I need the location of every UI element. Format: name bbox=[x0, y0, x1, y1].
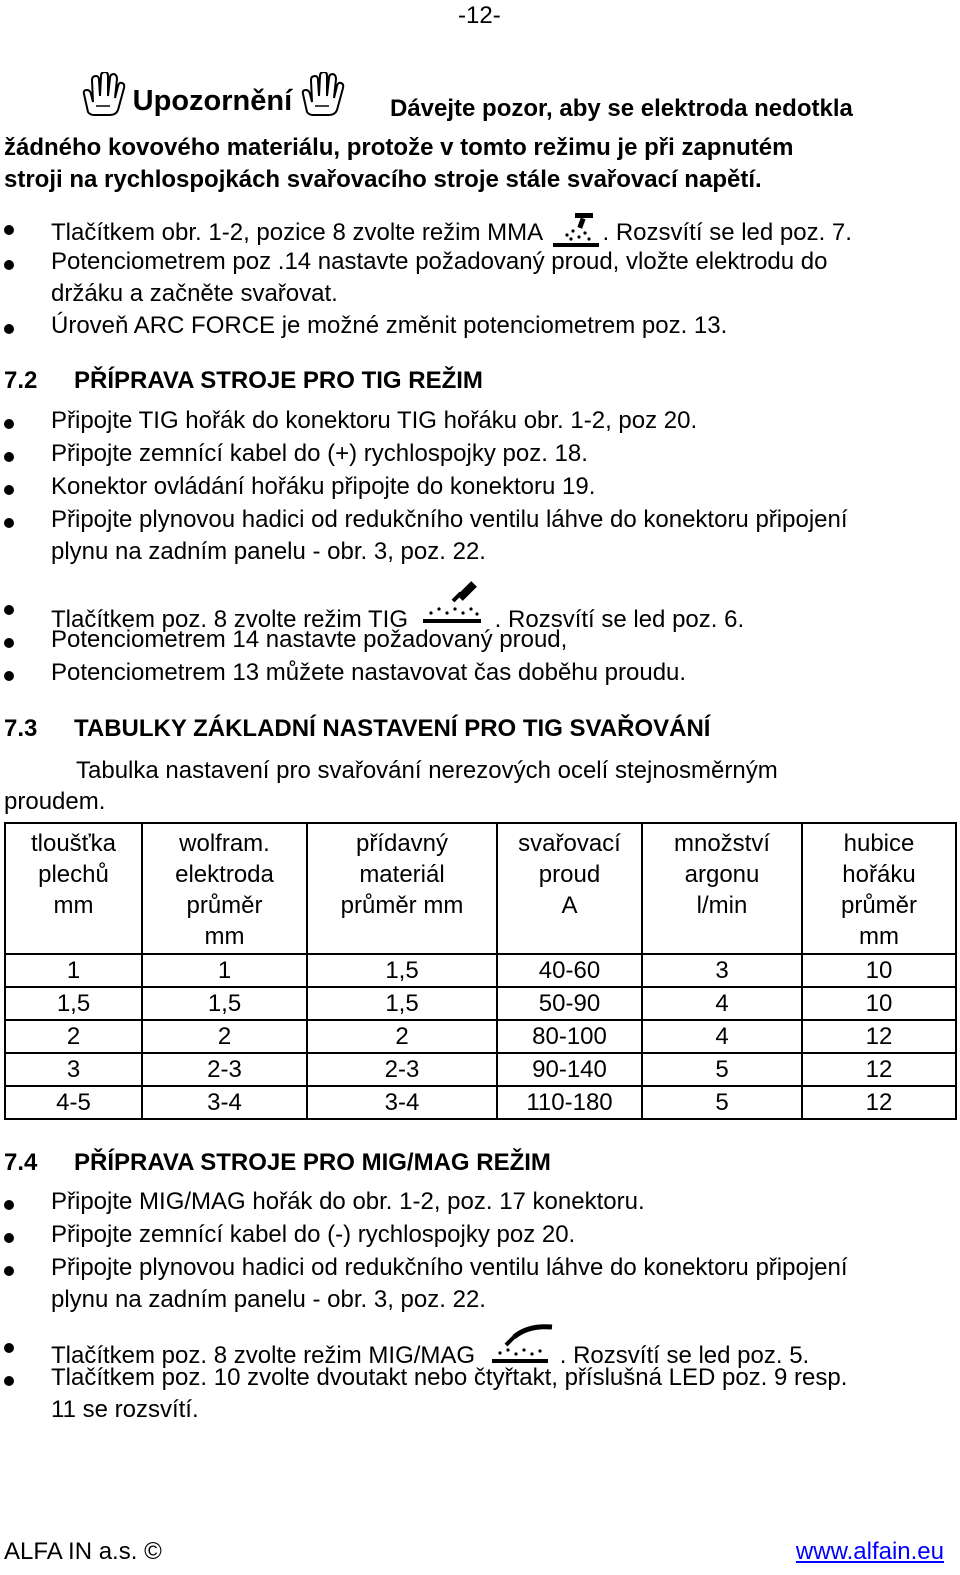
warning-text-line3: stroji na rychlospojkách svařovacího stroje stále svařovací napětí. bbox=[4, 166, 762, 193]
section-heading: 7.2 PŘÍPRAVA STROJE PRO TIG REŽIM bbox=[4, 367, 483, 394]
section-heading: 7.3 TABULKY ZÁKLADNÍ NASTAVENÍ PRO TIG SVAŘOVÁNÍ bbox=[4, 715, 711, 742]
table-cell: 1,5 bbox=[142, 987, 307, 1020]
warning-title: Upozornění bbox=[132, 85, 293, 117]
table-cell: 3-4 bbox=[307, 1086, 497, 1119]
table-cell: 110-180 bbox=[497, 1086, 642, 1119]
table-cell: 4 bbox=[642, 987, 802, 1020]
table-cell: 40-60 bbox=[497, 954, 642, 987]
col-header-thickness: tloušťka plechů mm bbox=[5, 823, 142, 954]
col-header-electrode: wolfram. elektroda průměr mm bbox=[142, 823, 307, 954]
table-cell: 1 bbox=[5, 954, 142, 987]
col-header-nozzle: hubice hořáku průměr mm bbox=[802, 823, 956, 954]
table-cell: 50-90 bbox=[497, 987, 642, 1020]
section-heading: 7.4 PŘÍPRAVA STROJE PRO MIG/MAG REŽIM bbox=[4, 1149, 551, 1176]
footer-company: ALFA IN a.s. © bbox=[4, 1538, 162, 1565]
page-number: -12- bbox=[458, 2, 501, 29]
table-cell: 1,5 bbox=[307, 987, 497, 1020]
table-cell: 2-3 bbox=[307, 1053, 497, 1086]
table-cell: 12 bbox=[802, 1053, 956, 1086]
table-cell: 2 bbox=[5, 1020, 142, 1053]
table-cell: 90-140 bbox=[497, 1053, 642, 1086]
table-header-row bbox=[5, 823, 956, 954]
table-cell: 4-5 bbox=[5, 1086, 142, 1119]
hand-warning-icon bbox=[299, 72, 345, 123]
table-row bbox=[5, 987, 956, 1020]
table-row bbox=[5, 1086, 956, 1119]
table-cell: 80-100 bbox=[497, 1020, 642, 1053]
table-cell: 10 bbox=[802, 987, 956, 1020]
table-cell: 2 bbox=[142, 1020, 307, 1053]
table-cell: 1,5 bbox=[307, 954, 497, 987]
table-row bbox=[5, 1020, 956, 1053]
table-cell: 10 bbox=[802, 954, 956, 987]
table-cell: 2 bbox=[307, 1020, 497, 1053]
table-cell: 12 bbox=[802, 1020, 956, 1053]
warning-text-line2: žádného kovového materiálu, protože v tomto režimu je při zapnutém bbox=[4, 134, 794, 161]
col-header-filler: přídavný materiál průměr mm bbox=[307, 823, 497, 954]
table-cell: 3 bbox=[5, 1053, 142, 1086]
tig-settings-table bbox=[4, 822, 957, 1120]
table-intro-line1: Tabulka nastavení pro svařování nerezových ocelí stejnosměrným bbox=[76, 757, 778, 784]
footer-url-link[interactable]: www.alfain.eu bbox=[795, 1538, 944, 1565]
table-cell: 1,5 bbox=[5, 987, 142, 1020]
col-header-argon: množství argonu l/min bbox=[642, 823, 802, 954]
table-cell: 3-4 bbox=[142, 1086, 307, 1119]
table-cell: 1 bbox=[142, 954, 307, 987]
warning-heading bbox=[80, 72, 345, 123]
table-cell: 12 bbox=[802, 1086, 956, 1119]
table-cell: 2-3 bbox=[142, 1053, 307, 1086]
table-row bbox=[5, 954, 956, 987]
warning-text-line1: Dávejte pozor, aby se elektroda nedotkla bbox=[390, 95, 853, 122]
table-cell: 5 bbox=[642, 1053, 802, 1086]
table-intro-line2: proudem. bbox=[4, 788, 106, 815]
hand-warning-icon bbox=[80, 72, 126, 123]
table-row bbox=[5, 1053, 956, 1086]
table-cell: 3 bbox=[642, 954, 802, 987]
col-header-current: svařovací proud A bbox=[497, 823, 642, 954]
table-cell: 5 bbox=[642, 1086, 802, 1119]
table-cell: 4 bbox=[642, 1020, 802, 1053]
